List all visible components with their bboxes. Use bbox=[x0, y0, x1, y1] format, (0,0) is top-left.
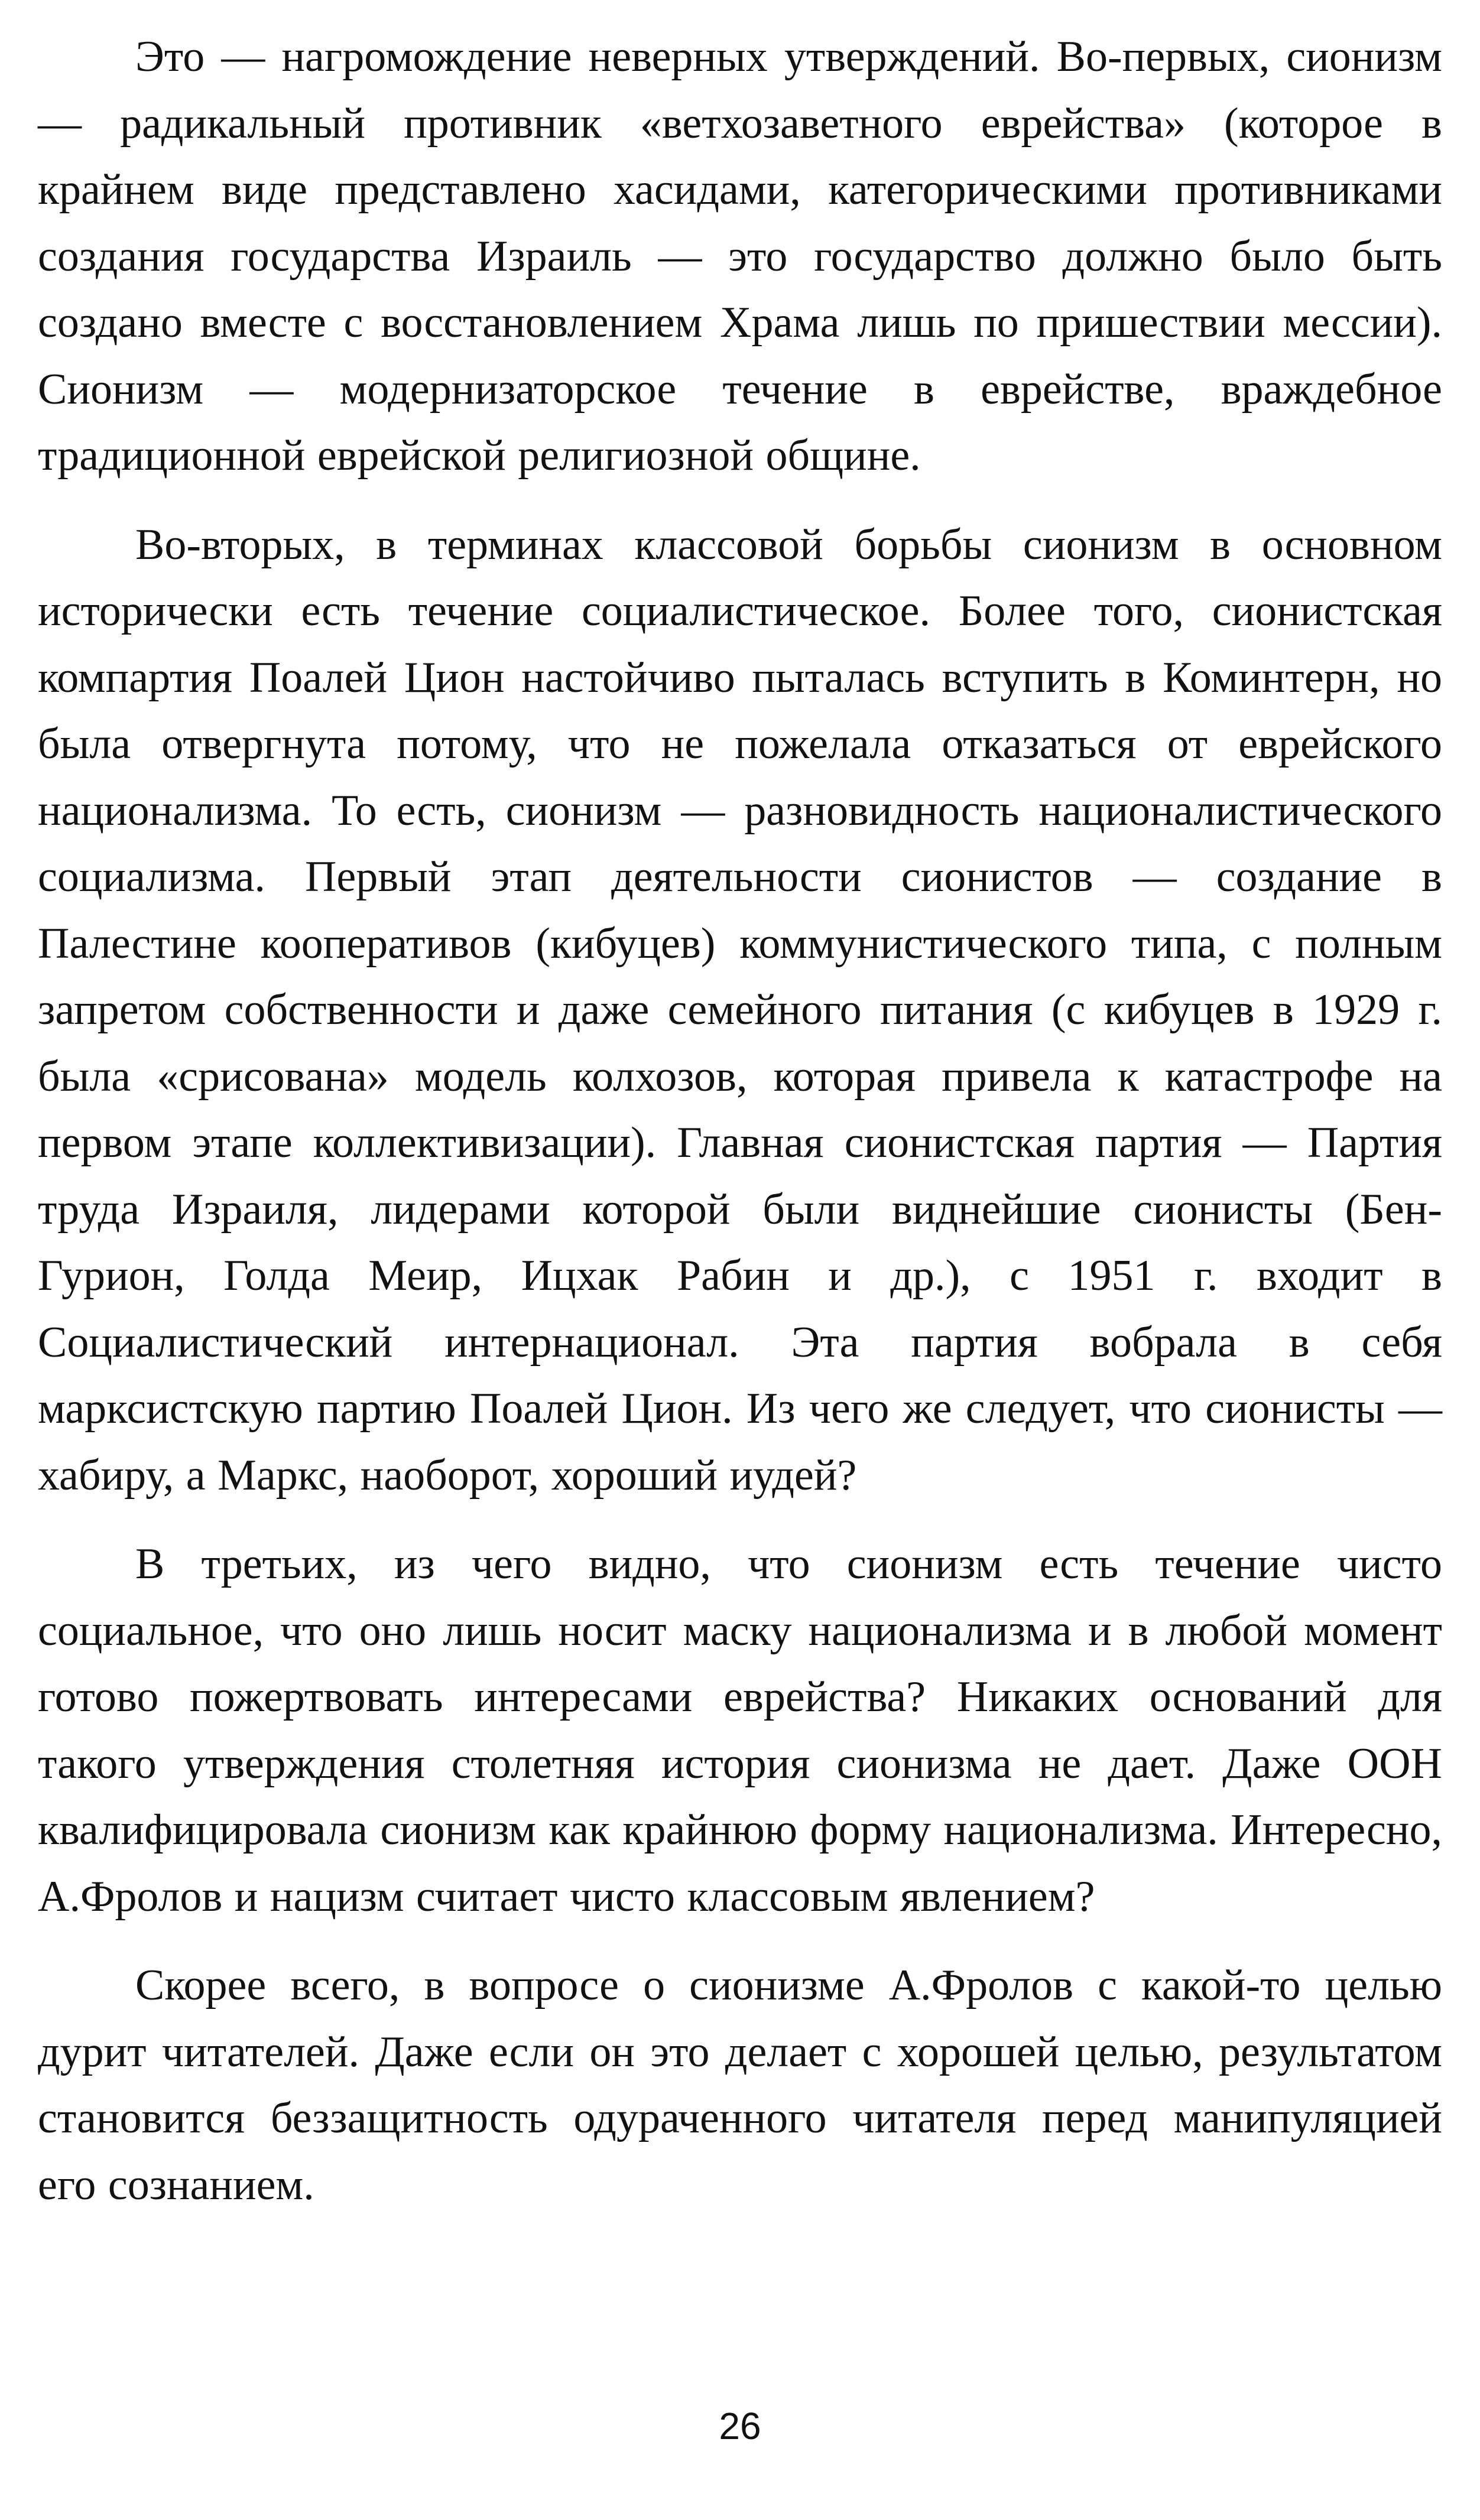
paragraph-2: Во-вторых, в терминах классовой борьбы сионизм в основном исторически есть течение социалистическое. Более того, сионистская компартия Поалей Цион настойчиво пыталась вступить в Коминтерн, но была отвергнута потому, что не пожелала отказаться от еврейского национализма. То есть, сионизм — разновидность националистического социализма. Первый этап деятельности сионистов — создание в Палестине кооперативов (кибуцев) коммунистического типа, с полным запретом собственности и даже семейного питания (с кибуцев в 1929 г. была «срисована» модель колхозов, которая привела к катастрофе на первом этапе коллективизации). Главная сионистская партия — Партия труда Израиля, лидерами которой были виднейшие сионисты (Бен-Гурион, Голда Меир, Ицхак Рабин и др.), с 1951 г. входит в Социалистический интернационал. Эта партия вобрала в себя марксистскую партию Поалей Цион. Из чего же следует, что сионисты — хабиру, а Маркс, наоборот, хороший иудей? bbox=[38, 520, 1442, 1500]
page-number: 26 bbox=[719, 2405, 761, 2447]
paragraph-4: Скорее всего, в вопросе о сионизме А.Фролов с какой-то целью дурит читателей. Даже если он это делает с хорошей целью, результатом становится беззащитность одураченного читателя перед манипуляцией его сознанием. bbox=[38, 1961, 1442, 2209]
paragraph-3: В третьих, из чего видно, что сионизм есть течение чисто социальное, что оно лишь носит маску национализма и в любой момент готово пожертвовать интересами еврейства? Никаких оснований для такого утверждения столетняя история сионизма не дает. Даже ООН квалифицировала сионизм как крайнюю форму национализма. Интересно, А.Фролов и нацизм считает чисто классовым явлением? bbox=[38, 1540, 1442, 1921]
body-text bbox=[38, 24, 1442, 2218]
paragraph-1: Это — нагромождение неверных утверждений. Во-первых, сионизм — радикальный противник «ветхозаветного еврейства» (которое в крайнем виде представлено хасидами, категорическими противниками создания государства Израиль — это государство должно было быть создано вместе с восстановлением Храма лишь по пришествии мессии). Сионизм — модернизаторское течение в еврействе, враждебное традиционной еврейской религиозной общине. bbox=[38, 32, 1442, 480]
